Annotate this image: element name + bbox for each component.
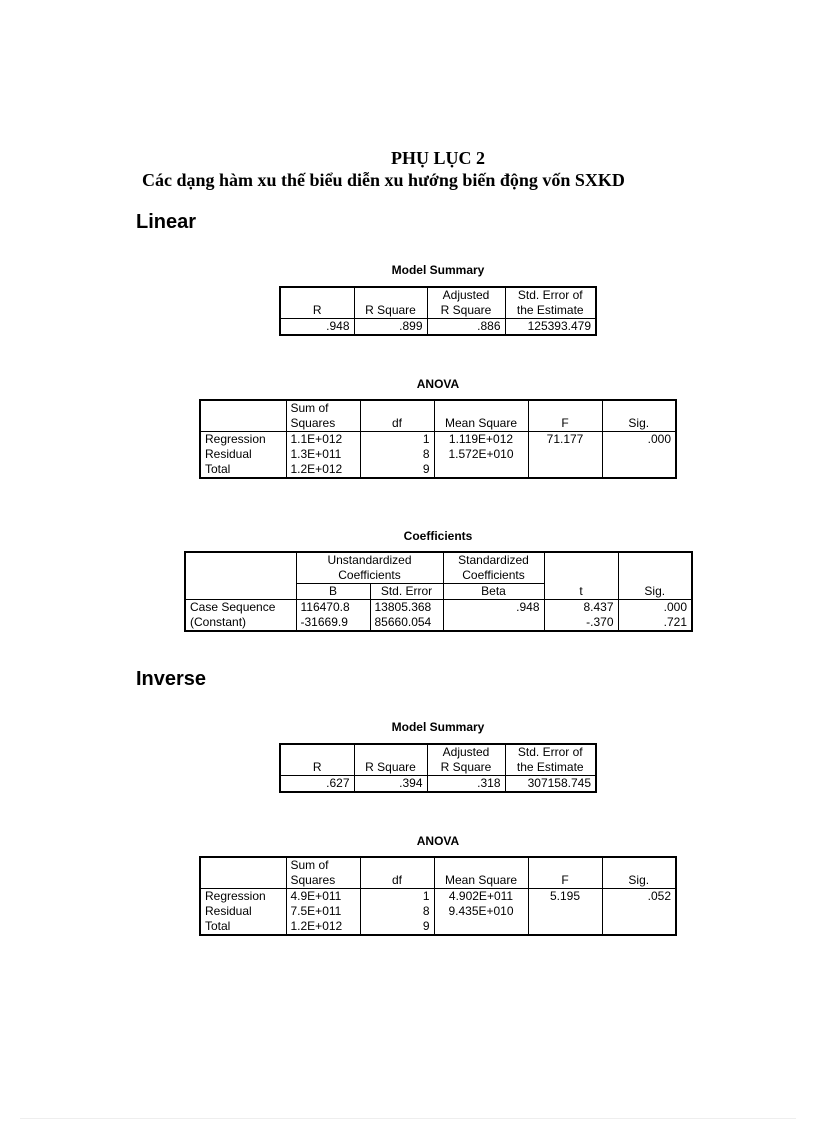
anova-caption: ANOVA (416, 377, 460, 391)
cell-ss: 7.5E+011 (286, 904, 360, 919)
cell-sig (602, 447, 676, 462)
cell-std-error: 13805.368 (370, 600, 443, 616)
coef-header-std-coefficients: Coefficients (443, 568, 544, 584)
header-adjusted-r-square: R Square (427, 303, 505, 319)
page-footer-divider (20, 1118, 796, 1119)
header-adjusted: Adjusted (427, 744, 505, 760)
anova-header-df: df (360, 857, 434, 889)
cell-sig: .721 (618, 615, 692, 631)
cell-ss: 1.2E+012 (286, 919, 360, 935)
cell-sig (602, 462, 676, 478)
page-title: PHỤ LỤC 2 (391, 148, 485, 168)
cell-t: -.370 (544, 615, 618, 631)
value-r-square: .899 (354, 319, 427, 336)
row-label: (Constant) (190, 615, 247, 629)
section-heading-inverse: Inverse (136, 668, 207, 690)
cell-t: 8.437 (544, 600, 618, 616)
row-label: Residual (205, 447, 252, 461)
coef-header-t: t (544, 552, 618, 600)
header-r-square: R Square (354, 287, 427, 319)
cell-sig: .000 (618, 600, 692, 616)
cell-beta: .948 (443, 600, 544, 616)
linear-anova-table (199, 399, 677, 479)
coef-header-sig: Sig. (618, 552, 692, 600)
value-r-square: .394 (354, 776, 427, 793)
value-adjusted-r-square: .886 (427, 319, 505, 336)
cell-ss: 1.3E+011 (286, 447, 360, 462)
table-row (200, 432, 676, 448)
row-label: Case Sequence (190, 600, 276, 614)
cell-ms (434, 462, 528, 478)
model-summary-caption: Model Summary (391, 720, 485, 734)
cell-df: 9 (360, 462, 434, 478)
anova-header-blank (200, 400, 286, 432)
cell-ms (434, 919, 528, 935)
header-std-error: Std. Error of (505, 744, 596, 760)
row-label: Total (205, 919, 231, 933)
row-label: Total (205, 462, 231, 476)
cell-beta (443, 615, 544, 631)
cell-b: 116470.8 (296, 600, 370, 616)
cell-sig: .000 (602, 432, 676, 448)
cell-ms: 1.572E+010 (434, 447, 528, 462)
anova-header-f: F (528, 400, 602, 432)
value-std-error: 307158.745 (505, 776, 596, 793)
row-label: Regression (205, 432, 266, 446)
value-std-error: 125393.479 (505, 319, 596, 336)
cell-f: 71.177 (528, 432, 602, 448)
table-row (200, 919, 676, 935)
coef-header-std: Standardized (443, 552, 544, 568)
inverse-model-summary-table (279, 743, 597, 793)
cell-sig (602, 919, 676, 935)
cell-ms: 1.119E+012 (434, 432, 528, 448)
table-row (185, 600, 692, 616)
table-row (200, 904, 676, 919)
cell-df: 8 (360, 447, 434, 462)
section-heading-linear: Linear (136, 211, 197, 233)
anova-header-sum: Sum of (286, 400, 360, 416)
table-row (200, 447, 676, 462)
row-label: Regression (205, 889, 266, 903)
coefficients-caption: Coefficients (403, 529, 473, 543)
cell-ss: 4.9E+011 (286, 889, 360, 905)
header-of-estimate: the Estimate (505, 303, 596, 319)
row-label: Residual (205, 904, 252, 918)
header-adjusted-r-square: R Square (427, 760, 505, 776)
table-row (200, 889, 676, 905)
coef-header-unstd: Unstandardized (296, 552, 443, 568)
coef-header-unstd-coefficients: Coefficients (296, 568, 443, 584)
value-adjusted-r-square: .318 (427, 776, 505, 793)
header-std-error: Std. Error of (505, 287, 596, 303)
linear-coefficients-table (184, 551, 693, 632)
table-row (200, 462, 676, 478)
anova-header-mean-square: Mean Square (434, 400, 528, 432)
page-subtitle: Các dạng hàm xu thế biểu diễn xu hướng biến động vốn SXKD (142, 170, 625, 190)
cell-f (528, 904, 602, 919)
coef-header-std-error: Std. Error (370, 584, 443, 600)
cell-ss: 1.1E+012 (286, 432, 360, 448)
cell-f: 5.195 (528, 889, 602, 905)
linear-model-summary-table (279, 286, 597, 336)
coef-header-blank (185, 552, 296, 600)
header-r: R (312, 760, 322, 774)
anova-header-sig: Sig. (602, 400, 676, 432)
anova-header-f: F (528, 857, 602, 889)
header-adjusted: Adjusted (427, 287, 505, 303)
cell-df: 1 (360, 889, 434, 905)
cell-sig (602, 904, 676, 919)
model-summary-caption: Model Summary (391, 263, 485, 277)
cell-ss: 1.2E+012 (286, 462, 360, 478)
cell-df: 9 (360, 919, 434, 935)
value-r: .627 (326, 776, 350, 790)
anova-header-squares: Squares (286, 873, 360, 889)
anova-header-mean-square: Mean Square (434, 857, 528, 889)
cell-std-error: 85660.054 (370, 615, 443, 631)
header-r-square: R Square (354, 744, 427, 776)
anova-header-sum: Sum of (286, 857, 360, 873)
inverse-anova-table (199, 856, 677, 936)
anova-caption: ANOVA (416, 834, 460, 848)
anova-header-sig: Sig. (602, 857, 676, 889)
cell-sig: .052 (602, 889, 676, 905)
cell-b: -31669.9 (296, 615, 370, 631)
anova-header-df: df (360, 400, 434, 432)
coef-header-beta: Beta (443, 584, 544, 600)
header-r: R (312, 303, 322, 317)
header-of-estimate: the Estimate (505, 760, 596, 776)
cell-f (528, 447, 602, 462)
anova-header-blank (200, 857, 286, 889)
cell-ms: 4.902E+011 (434, 889, 528, 905)
cell-ms: 9.435E+010 (434, 904, 528, 919)
anova-header-squares: Squares (286, 416, 360, 432)
cell-df: 8 (360, 904, 434, 919)
cell-f (528, 919, 602, 935)
cell-df: 1 (360, 432, 434, 448)
table-row (185, 615, 692, 631)
coef-header-b: B (296, 584, 370, 600)
cell-f (528, 462, 602, 478)
value-r: .948 (326, 319, 350, 333)
